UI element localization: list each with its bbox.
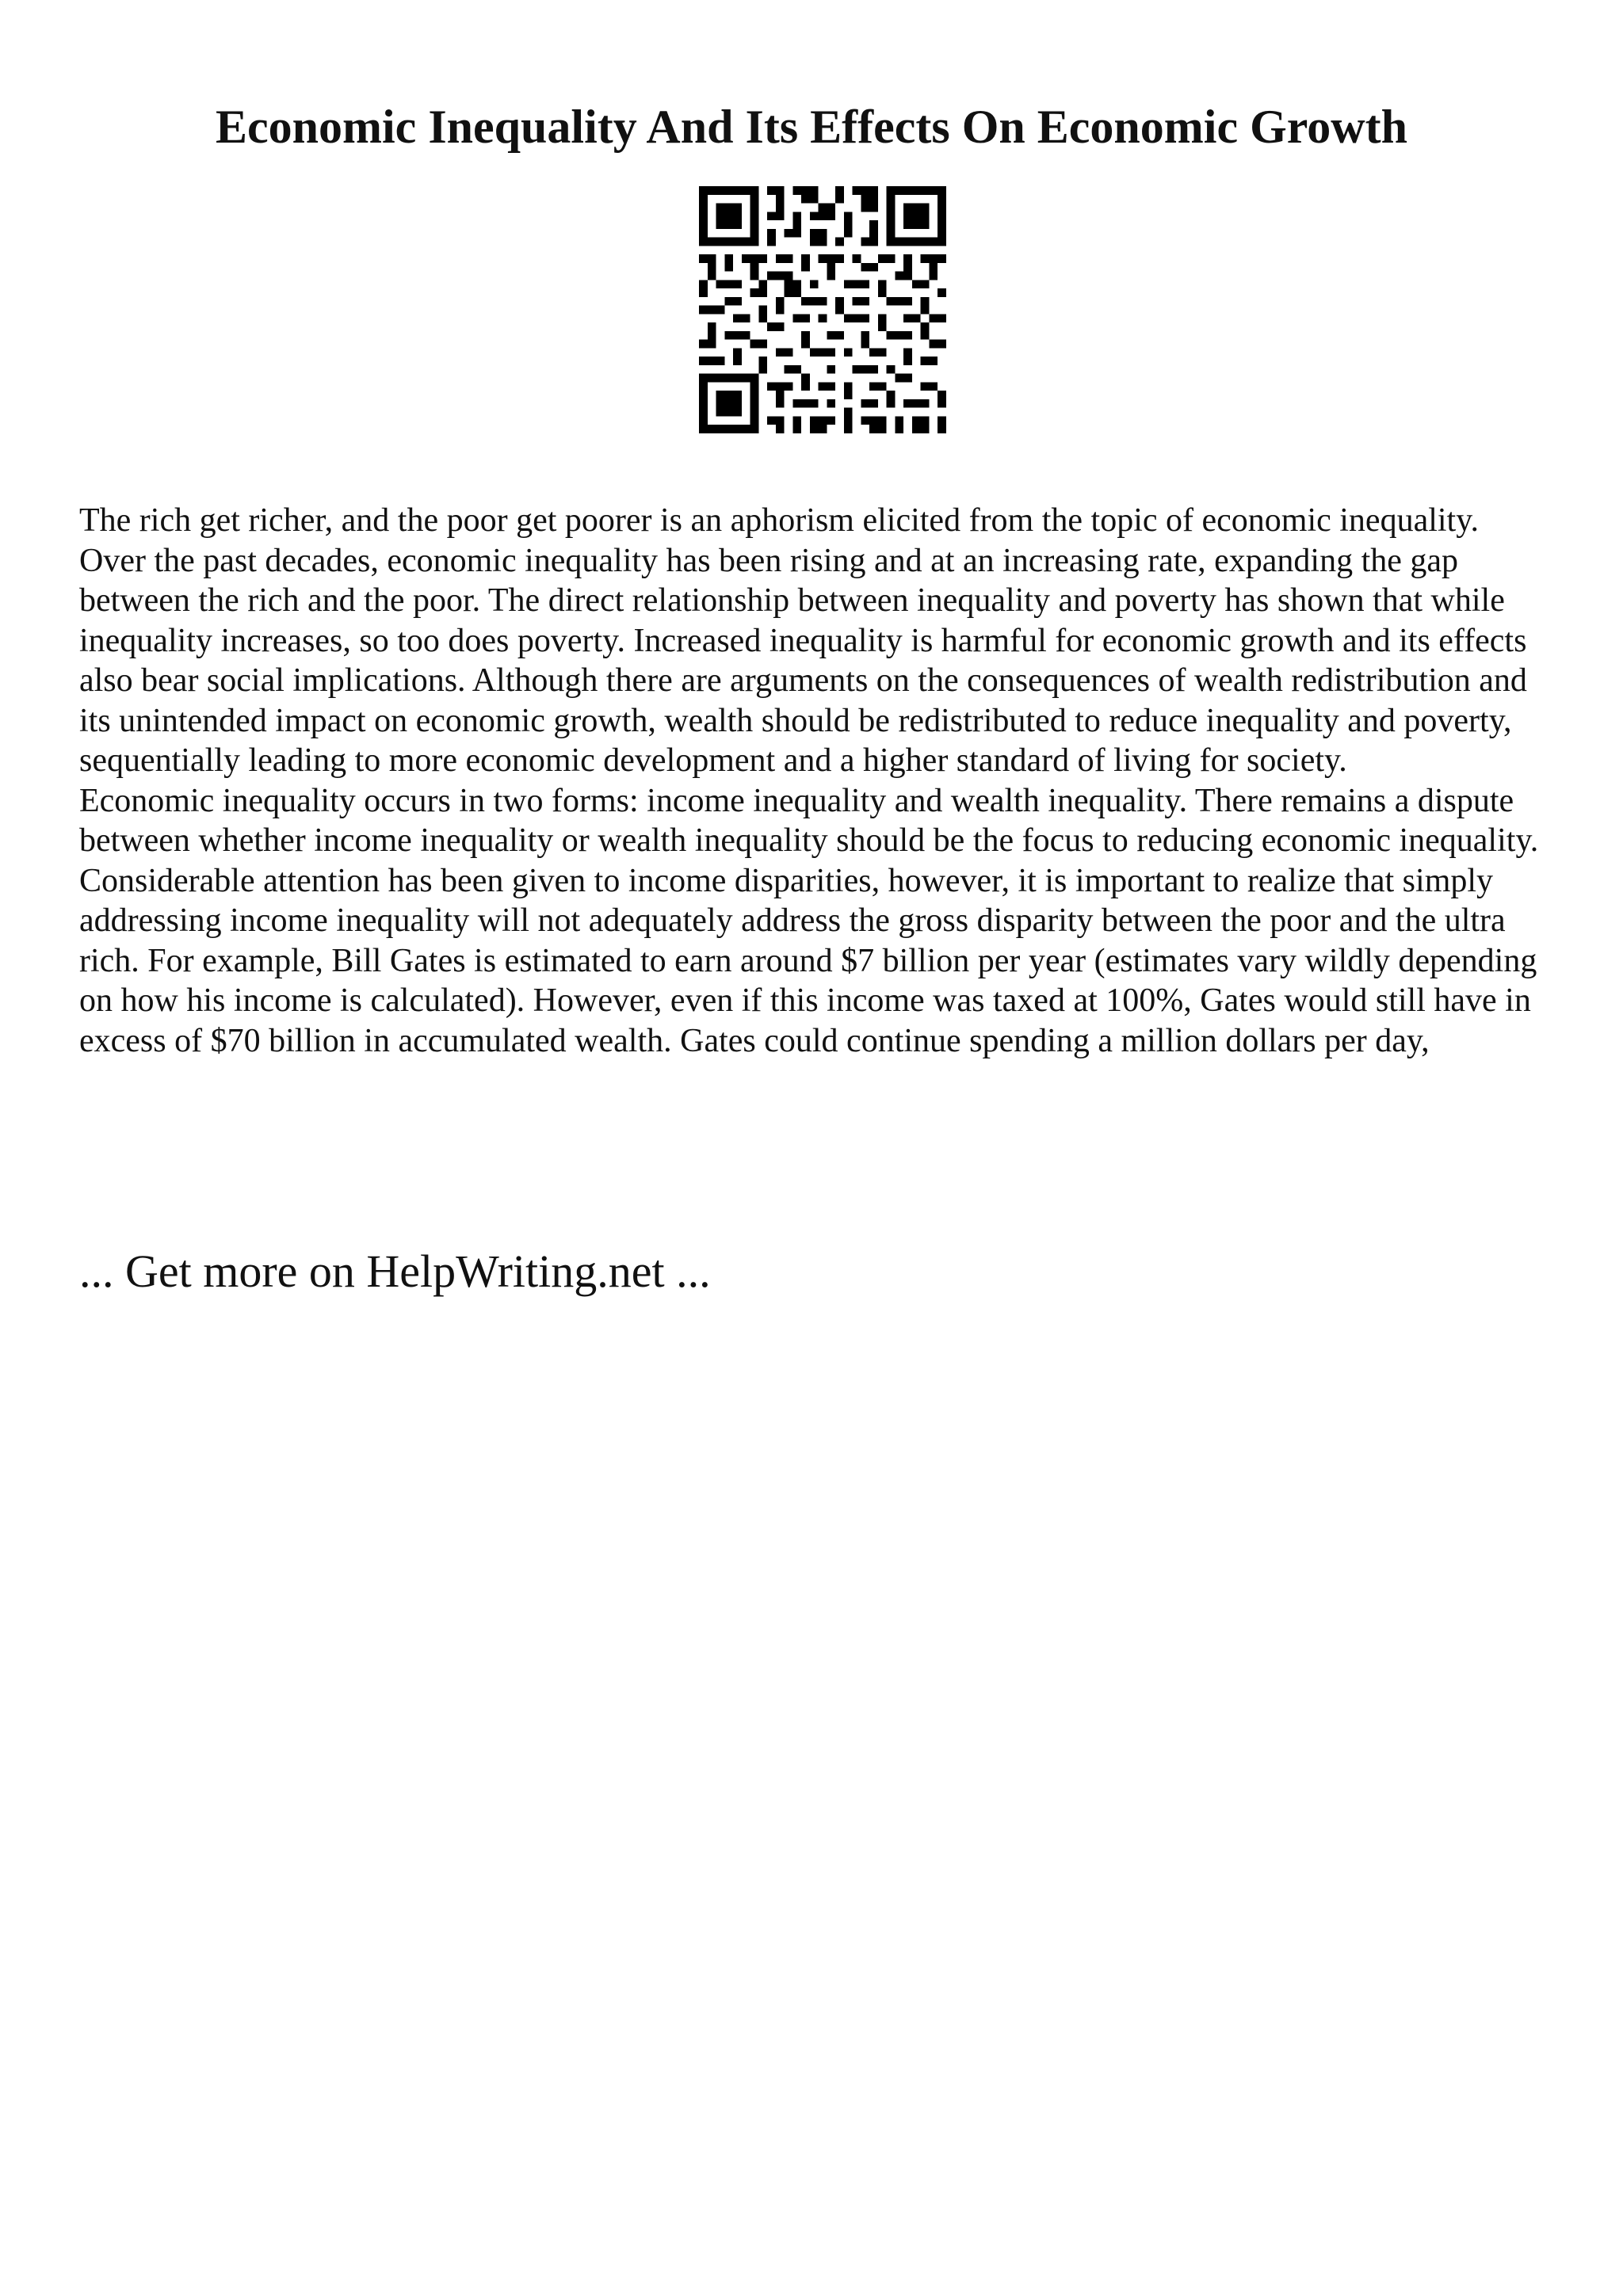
- document-body: [79, 501, 1553, 1061]
- document-title: Economic Inequality And Its Effects On Economic Growth: [216, 101, 1407, 153]
- paragraph-2: Economic inequality occurs in two forms: income inequality and wealth inequality. There remains a dispute between whether income inequality or wealth inequality should be the focus to reducing economic inequality. Considerable attention has been given to income disparities, however, it is important to realize that simply addressing income inequality will not adequately address the gross disparity between the poor and the ultra rich. For example, Bill Gates is estimated to earn around $7 billion per year (estimates vary wildly depending on how his income is calculated). However, even if this income was taxed at 100%, Gates would still have in excess of $70 billion in accumulated wealth. Gates could continue spending a million dollars per day,: [79, 782, 1539, 1059]
- qr-code-icon: [699, 186, 946, 433]
- qr-code-graphic: [699, 186, 946, 433]
- paragraph-1: The rich get richer, and the poor get poorer is an aphorism elicited from the topic of economic inequality. Over the past decades, economic inequality has been rising and at an increasing rate, expanding the gap between the rich and the poor. The direct relationship between inequality and poverty has shown that while inequality increases, so too does poverty. Increased inequality is harmful for economic growth and its effects also bear social implications. Although there are arguments on the consequences of wealth redistribution and its unintended impact on economic growth, wealth should be redistributed to reduce inequality and poverty, sequentially leading to more economic development and a higher standard of living for society.: [79, 502, 1527, 779]
- get-more-link[interactable]: ... Get more on HelpWriting.net ...: [79, 1245, 711, 1297]
